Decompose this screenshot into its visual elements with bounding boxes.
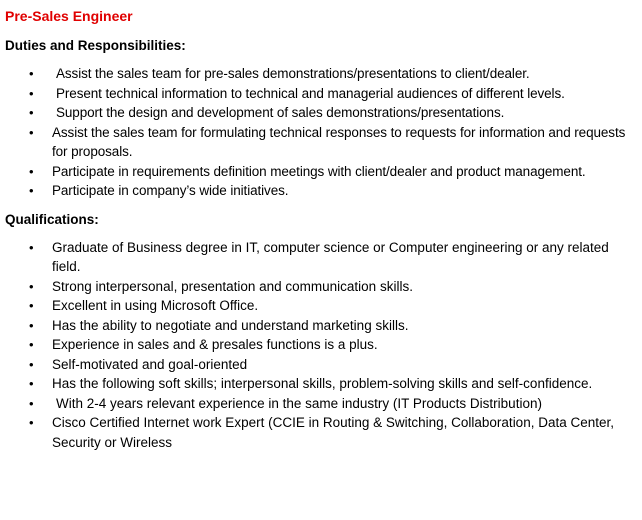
bullet-icon: •: [29, 85, 34, 101]
duties-list: [5, 64, 637, 201]
job-posting-document: [5, 6, 637, 452]
bullet-icon: •: [29, 239, 34, 255]
list-item: [5, 103, 637, 123]
qualification-text: Cisco Certified Internet work Expert (CCIE in Routing & Switching, Collaboration, Data Center, Security or Wireless: [52, 415, 614, 450]
list-item: [5, 181, 637, 201]
duty-text: Participate in company’s wide initiatives.: [52, 183, 289, 198]
list-item: [5, 84, 637, 104]
duties-heading: Duties and Responsibilities:: [5, 38, 186, 53]
duty-text: Assist the sales team for pre-sales demonstrations/presentations to client/dealer.: [56, 66, 530, 81]
qualification-text: Has the ability to negotiate and understand marketing skills.: [52, 317, 409, 333]
job-title: Pre-Sales Engineer: [5, 8, 133, 24]
list-item: [5, 296, 637, 316]
qualification-text: Has the following soft skills; interpersonal skills, problem-solving skills and self-confidence.: [52, 376, 593, 391]
bullet-icon: •: [29, 317, 34, 333]
qualifications-list: [5, 238, 637, 453]
bullet-icon: •: [29, 376, 34, 391]
bullet-icon: •: [29, 66, 34, 81]
bullet-icon: •: [29, 337, 34, 352]
list-item: [5, 64, 637, 84]
bullet-icon: •: [29, 298, 34, 313]
qualification-text: Self-motivated and goal-oriented: [52, 356, 248, 372]
bullet-icon: •: [29, 356, 34, 372]
qualification-text: With 2-4 years relevant experience in the same industry (IT Products Distribution): [56, 395, 542, 411]
list-item: [5, 316, 637, 336]
list-item: [5, 162, 637, 182]
bullet-icon: •: [29, 415, 34, 430]
duty-text: Support the design and development of sales demonstrations/presentations.: [56, 105, 505, 120]
bullet-icon: •: [29, 278, 34, 294]
list-item: [5, 413, 637, 452]
bullet-icon: •: [29, 395, 34, 411]
bullet-icon: •: [29, 163, 34, 179]
bullet-icon: •: [29, 105, 34, 120]
qualification-text: Experience in sales and & presales functions is a plus.: [52, 337, 378, 352]
list-item: [5, 335, 637, 355]
list-item: [5, 394, 637, 414]
qualification-text: Strong interpersonal, presentation and communication skills.: [52, 278, 413, 294]
qualification-text: Excellent in using Microsoft Office.: [52, 298, 259, 313]
list-item: [5, 238, 637, 277]
bullet-icon: •: [29, 124, 34, 140]
duty-text: Assist the sales team for formulating technical responses to requests for information and requests for proposals.: [52, 124, 626, 159]
duty-text: Participate in requirements definition meetings with client/dealer and product management.: [52, 163, 586, 179]
list-item: [5, 277, 637, 297]
list-item: [5, 355, 637, 375]
bullet-icon: •: [29, 183, 34, 198]
qualification-text: Graduate of Business degree in IT, computer science or Computer engineering or any related field.: [52, 239, 609, 274]
duty-text: Present technical information to technical and managerial audiences of different levels.: [56, 85, 565, 101]
qualifications-heading: Qualifications:: [5, 211, 99, 227]
list-item: [5, 374, 637, 394]
list-item: [5, 123, 637, 162]
